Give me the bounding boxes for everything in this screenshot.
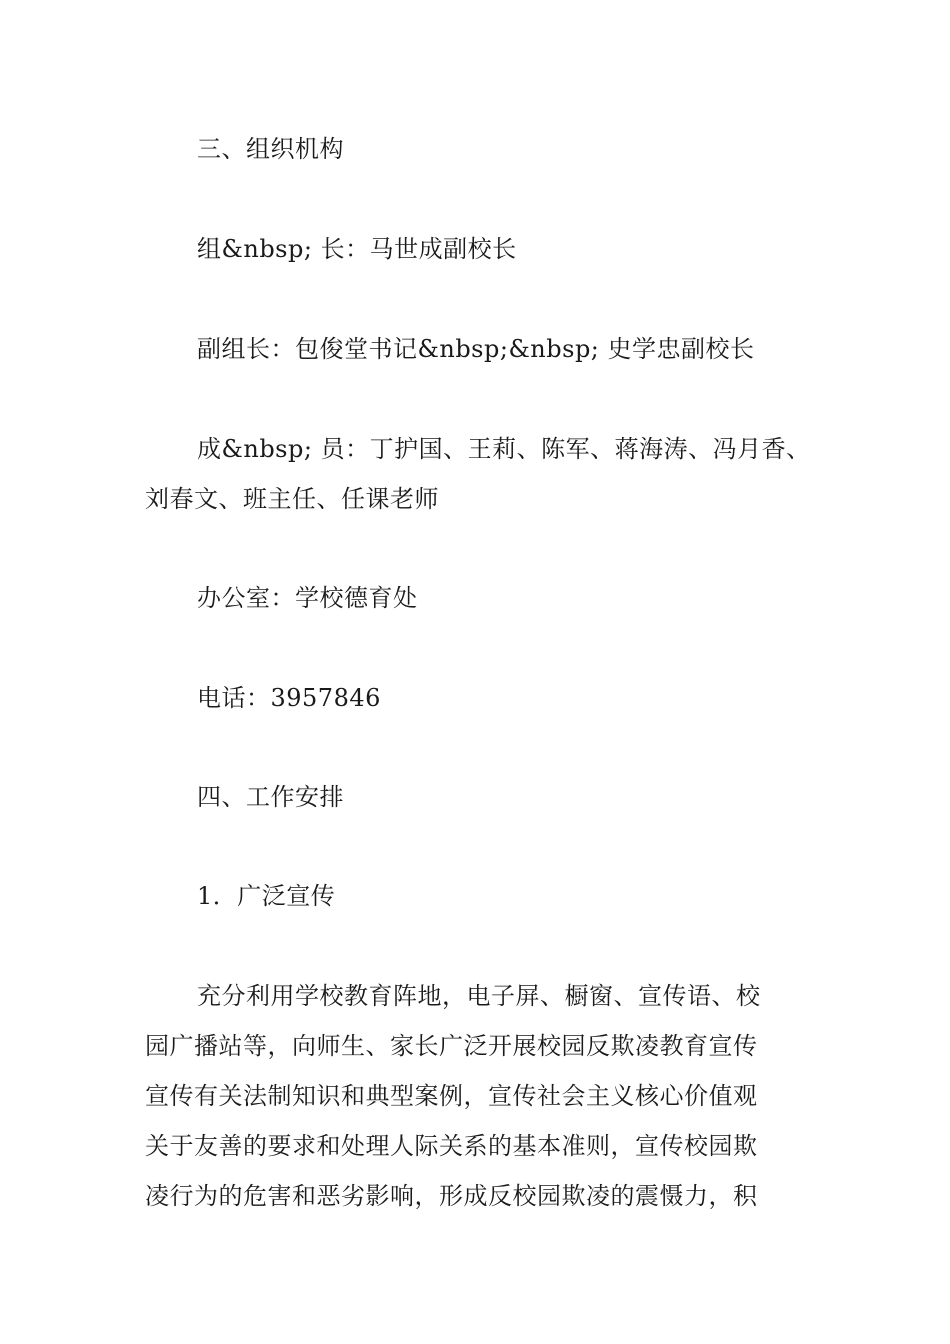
text-line: 副组长：包俊堂书记&nbsp;&nbsp; 史学忠副校长 (197, 335, 755, 363)
text-line: 充分利用学校教育阵地，电子屏、橱窗、宣传语、校 (197, 982, 761, 1010)
text-line: 三、组织机构 (197, 135, 344, 163)
text-line: 刘春文、班主任、任课老师 (145, 485, 439, 513)
vice-leader-line (145, 324, 813, 374)
text-line: 关于友善的要求和处理人际关系的基本准则，宣传校园欺 (145, 1132, 758, 1160)
members-paragraph (145, 424, 813, 524)
subheading-publicity (145, 871, 813, 921)
text-line: 凌行为的危害和恶劣影响，形成反校园欺凌的震慑力，积 (145, 1182, 758, 1210)
text-line: 组&nbsp; 长：马世成副校长 (197, 235, 517, 263)
section-heading-work-plan (145, 772, 813, 822)
text-line: 成&nbsp; 员：丁护国、王莉、陈军、蒋海涛、冯月香、 (197, 435, 811, 463)
office-line (145, 573, 813, 623)
group-leader-line (145, 224, 813, 274)
text-line: 电话：3957846 (197, 684, 381, 712)
text-line: 1．广泛宣传 (197, 882, 336, 910)
text-line: 办公室：学校德育处 (197, 584, 418, 612)
text-line: 园广播站等，向师生、家长广泛开展校园反欺凌教育宣传 (145, 1032, 758, 1060)
text-line: 四、工作安排 (197, 783, 344, 811)
body-paragraph (145, 971, 813, 1221)
text-line: 宣传有关法制知识和典型案例，宣传社会主义核心价值观 (145, 1082, 758, 1110)
section-heading-organization (145, 124, 813, 174)
phone-line (145, 673, 813, 723)
